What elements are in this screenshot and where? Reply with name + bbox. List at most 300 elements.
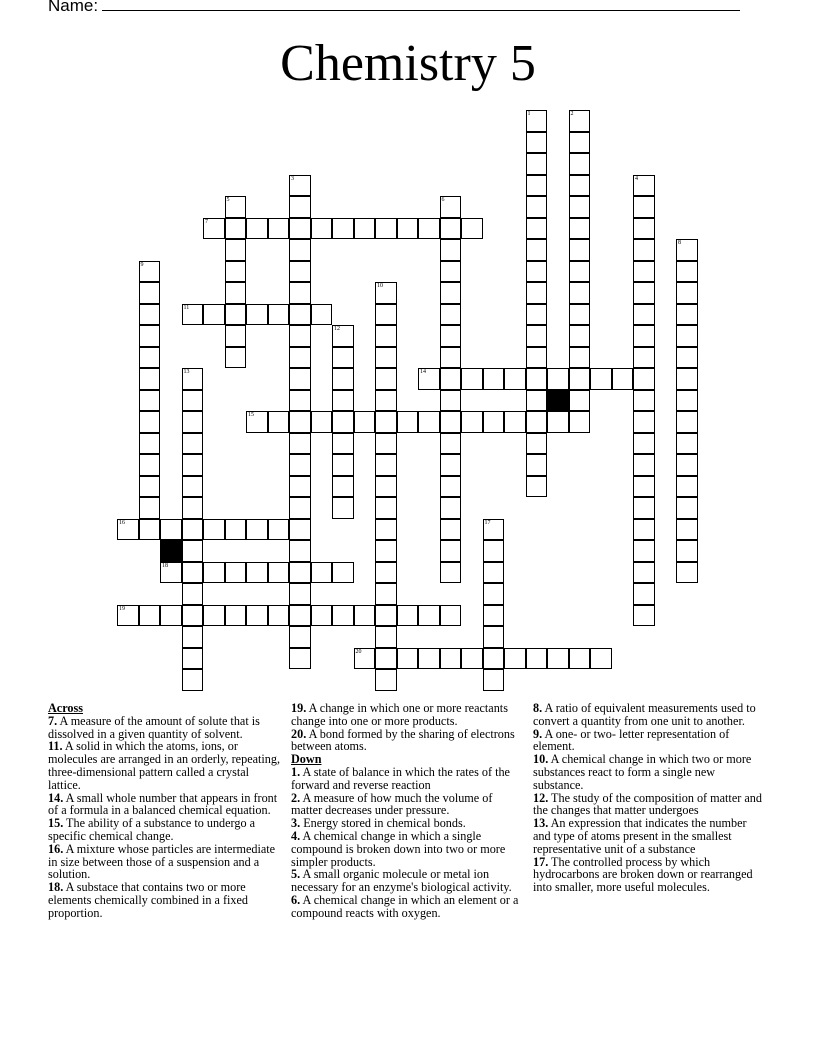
clue-label-number: 3. [291,816,301,831]
crossword-cell[interactable] [676,347,698,369]
crossword-cell[interactable] [569,325,591,347]
crossword-cell[interactable] [440,239,462,261]
crossword-cell[interactable] [289,476,311,498]
crossword-cell[interactable] [139,605,161,627]
crossword-cell[interactable] [547,368,569,390]
crossword-cell[interactable] [332,476,354,498]
page-title: Chemistry 5 [280,35,536,92]
crossword-cell[interactable] [268,411,290,433]
crossword-cell[interactable] [246,304,268,326]
across-header: Across [48,701,83,715]
crossword-cell[interactable] [160,562,182,584]
crossword-cell[interactable] [375,583,397,605]
crossword-cell[interactable] [203,304,225,326]
crossword-cell[interactable] [139,390,161,412]
across-clue [48,881,282,919]
crossword-cell[interactable] [676,476,698,498]
crossword-cell[interactable] [246,562,268,584]
crossword-cell[interactable] [311,562,333,584]
crossword-cell[interactable] [483,648,505,670]
crossword-cell[interactable] [225,239,247,261]
down-header: Down [291,752,322,767]
name-blank-line[interactable] [102,0,740,11]
crossword-cell[interactable] [246,605,268,627]
crossword-cell[interactable] [375,454,397,476]
clue-number: 6 [441,197,445,203]
crossword-cell[interactable] [139,433,161,455]
crossword-cell[interactable] [526,175,548,197]
crossword-cell[interactable] [289,605,311,627]
crossword-cell[interactable] [139,476,161,498]
crossword-cell[interactable] [182,669,204,691]
crossword-cell[interactable] [375,519,397,541]
crossword-cell[interactable] [139,368,161,390]
clue-label-number: 8. [533,701,543,715]
crossword-cell[interactable] [461,218,483,240]
crossword-cell[interactable] [440,282,462,304]
crossword-cell[interactable] [483,519,505,541]
crossword-cell[interactable] [375,540,397,562]
crossword-cell[interactable] [332,390,354,412]
crossword-cell[interactable] [289,239,311,261]
down-clue [291,830,525,868]
crossword-cell[interactable] [633,562,655,584]
crossword-cell[interactable] [375,626,397,648]
crossword-cell[interactable] [225,304,247,326]
crossword-cell[interactable] [440,540,462,562]
crossword-cell[interactable] [354,411,376,433]
down-clue [291,868,525,894]
crossword-cell[interactable] [182,304,204,326]
crossword-cell[interactable] [246,519,268,541]
crossword-cell[interactable] [440,218,462,240]
clue-text: A change in which one or more reactants change into one or more products. [291,701,508,728]
crossword-cell[interactable] [461,648,483,670]
crossword-cell[interactable] [526,261,548,283]
crossword-cell[interactable] [332,218,354,240]
crossword-cell[interactable] [139,325,161,347]
crossword-cell[interactable] [526,196,548,218]
crossword-cell[interactable] [375,476,397,498]
crossword-cell[interactable] [504,648,526,670]
crossword-cell[interactable] [633,497,655,519]
crossword-cell[interactable] [504,368,526,390]
crossword-cell[interactable] [203,218,225,240]
crossword-cell[interactable] [246,218,268,240]
crossword-cell[interactable] [289,282,311,304]
crossword-cell[interactable] [569,347,591,369]
crossword-cell[interactable] [483,605,505,627]
crossword-cell[interactable] [289,368,311,390]
crossword-cell[interactable] [461,411,483,433]
crossword-cell[interactable] [418,648,440,670]
crossword-cell[interactable] [526,648,548,670]
clue-number: 17 [484,519,491,526]
crossword-cell[interactable] [375,648,397,670]
crossword-cell[interactable] [569,648,591,670]
crossword-cell[interactable] [633,218,655,240]
crossword-cell[interactable] [483,368,505,390]
crossword-cell[interactable] [268,605,290,627]
crossword-cell[interactable] [633,282,655,304]
crossword-cell[interactable] [633,347,655,369]
crossword-cell[interactable] [289,648,311,670]
crossword-cell[interactable] [504,411,526,433]
crossword-cell[interactable] [526,476,548,498]
crossword-cell[interactable] [268,304,290,326]
clue-number: 20 [355,648,362,655]
crossword-cell[interactable] [375,390,397,412]
crossword-cell[interactable] [397,605,419,627]
crossword-cell[interactable] [676,368,698,390]
crossword-cell[interactable] [289,519,311,541]
crossword-cell[interactable] [569,110,591,132]
crossword-cell[interactable] [311,218,333,240]
crossword-cell[interactable] [139,347,161,369]
crossword-cell[interactable] [289,626,311,648]
crossword-cell[interactable] [354,648,376,670]
crossword-cell[interactable] [139,454,161,476]
crossword-cell[interactable] [225,325,247,347]
crossword-cell[interactable] [225,196,247,218]
crossword-cell[interactable] [182,648,204,670]
crossword-cell[interactable] [440,347,462,369]
crossword-cell[interactable] [397,218,419,240]
crossword-cell[interactable] [311,605,333,627]
crossword-cell[interactable] [160,605,182,627]
crossword-cell[interactable] [633,304,655,326]
crossword-cell[interactable] [375,497,397,519]
crossword-cell[interactable] [676,282,698,304]
crossword-cell[interactable] [633,411,655,433]
crossword-cell[interactable] [375,605,397,627]
crossword-cell[interactable] [139,261,161,283]
crossword-cell[interactable] [526,239,548,261]
crossword-cell[interactable] [633,261,655,283]
crossword-cell[interactable] [483,562,505,584]
crossword-cell[interactable] [633,433,655,455]
crossword-cell[interactable] [440,605,462,627]
crossword-cell[interactable] [418,411,440,433]
crossword-cell[interactable] [483,540,505,562]
crossword-cell[interactable] [289,325,311,347]
crossword-cell[interactable] [139,304,161,326]
crossword-cell[interactable] [332,497,354,519]
crossword-cell[interactable] [633,519,655,541]
crossword-cell[interactable] [182,497,204,519]
crossword-cell[interactable] [332,454,354,476]
crossword-cell[interactable] [182,519,204,541]
crossword-cell[interactable] [311,411,333,433]
clue-number: 14 [420,369,426,375]
crossword-cell[interactable] [440,562,462,584]
crossword-cell[interactable] [246,411,268,433]
crossword-cell[interactable] [332,605,354,627]
down-clue [533,702,767,728]
crossword-cell[interactable] [440,519,462,541]
crossword-cell[interactable] [289,304,311,326]
clue-number: 11 [183,304,190,311]
crossword-cell[interactable] [633,175,655,197]
crossword-cell[interactable] [526,411,548,433]
crossword-cell[interactable] [139,411,161,433]
crossword-cell[interactable] [633,605,655,627]
crossword-cell[interactable] [354,605,376,627]
clue-number: 13 [183,369,190,375]
clue-label-number: 6. [291,892,301,907]
crossword-cell[interactable] [225,261,247,283]
crossword-cell[interactable] [483,411,505,433]
crossword-cell[interactable] [676,497,698,519]
crossword-cell[interactable] [139,282,161,304]
crossword-cell[interactable] [289,218,311,240]
crossword-cell[interactable] [375,433,397,455]
crossword-cell[interactable] [268,218,290,240]
crossword-cell[interactable] [461,368,483,390]
crossword-cell[interactable] [676,519,698,541]
crossword-cell[interactable] [225,347,247,369]
clue-label-number: 16. [48,841,64,856]
crossword-cell[interactable] [332,433,354,455]
crossword-cell[interactable] [375,368,397,390]
crossword-cell[interactable] [633,454,655,476]
crossword-cell[interactable] [268,519,290,541]
crossword-cell[interactable] [569,261,591,283]
crossword-cell[interactable] [332,368,354,390]
crossword-cell[interactable] [676,433,698,455]
clue-text: The ability of a substance to undergo a specific chemical change. [48,816,256,843]
black-square [160,540,182,562]
down-clue [291,894,525,920]
crossword-cell[interactable] [182,390,204,412]
crossword-cell[interactable] [182,368,204,390]
crossword-cell[interactable] [375,304,397,326]
crossword-cell[interactable] [182,605,204,627]
down-clue [533,856,767,894]
crossword-cell[interactable] [569,153,591,175]
crossword-cell[interactable] [182,433,204,455]
crossword-cell[interactable] [418,605,440,627]
clue-text: A ratio of equivalent measurements used to convert a quantity from one unit to another. [533,701,756,728]
crossword-cell[interactable] [289,411,311,433]
crossword-cell[interactable] [332,325,354,347]
crossword-cell[interactable] [289,562,311,584]
crossword-cell[interactable] [182,626,204,648]
crossword-cell[interactable] [547,411,569,433]
clue-number: 9 [140,261,144,268]
crossword-cell[interactable] [569,390,591,412]
clue-text: A small organic molecule or metal ion necessary for an enzyme's biological activity. [291,867,512,895]
crossword-cell[interactable] [117,519,139,541]
crossword-cell[interactable] [526,390,548,412]
clue-number: 1 [527,111,531,117]
crossword-cell[interactable] [569,368,591,390]
crossword-cell[interactable] [225,562,247,584]
crossword-cell[interactable] [440,497,462,519]
crossword-cell[interactable] [526,153,548,175]
crossword-cell[interactable] [418,368,440,390]
crossword-cell[interactable] [440,325,462,347]
crossword-cell[interactable] [676,562,698,584]
crossword-cell[interactable] [268,562,290,584]
crossword-cell[interactable] [440,411,462,433]
clues-column-2 [291,702,525,920]
crossword-cell[interactable] [160,519,182,541]
crossword-cell[interactable] [289,347,311,369]
crossword-cell[interactable] [289,583,311,605]
crossword-cell[interactable] [375,282,397,304]
crossword-cell[interactable] [289,454,311,476]
crossword-cell[interactable] [289,175,311,197]
crossword-cell[interactable] [375,347,397,369]
crossword-cell[interactable] [440,390,462,412]
crossword-cell[interactable] [375,669,397,691]
clue-text: A bond formed by the sharing of electrons between atoms. [291,726,515,754]
crossword-cell[interactable] [225,519,247,541]
crossword-cell[interactable] [612,368,634,390]
crossword-cell[interactable] [139,497,161,519]
crossword-cell[interactable] [676,390,698,412]
clue-number: 2 [570,111,574,117]
crossword-cell[interactable] [332,347,354,369]
crossword-cell[interactable] [440,196,462,218]
crossword-cell[interactable] [182,540,204,562]
crossword-cell[interactable] [526,282,548,304]
crossword-cell[interactable] [440,476,462,498]
crossword-cell[interactable] [569,239,591,261]
crossword-cell[interactable] [633,583,655,605]
crossword-cell[interactable] [440,433,462,455]
crossword-cell[interactable] [676,325,698,347]
crossword-cell[interactable] [289,261,311,283]
clue-label-number: 12. [533,790,549,805]
crossword-cell[interactable] [182,583,204,605]
crossword-cell[interactable] [676,454,698,476]
crossword-cell[interactable] [332,411,354,433]
crossword-cell[interactable] [633,368,655,390]
crossword-cell[interactable] [483,669,505,691]
crossword-cell[interactable] [676,304,698,326]
crossword-cell[interactable] [633,239,655,261]
crossword-cell[interactable] [440,648,462,670]
crossword-cell[interactable] [375,325,397,347]
crossword-cell[interactable] [139,519,161,541]
crossword-cell[interactable] [526,304,548,326]
black-square [547,390,569,412]
crossword-cell[interactable] [289,433,311,455]
crossword-cell[interactable] [483,626,505,648]
crossword-cell[interactable] [633,540,655,562]
crossword-cell[interactable] [547,648,569,670]
clue-number: 15 [248,412,254,418]
crossword-cell[interactable] [182,562,204,584]
crossword-cell[interactable] [569,196,591,218]
crossword-cell[interactable] [676,411,698,433]
crossword-cell[interactable] [633,196,655,218]
clue-label-number: 4. [291,828,301,843]
crossword-cell[interactable] [569,411,591,433]
crossword-cell[interactable] [397,411,419,433]
clue-label-number: 5. [291,867,301,882]
crossword-cell[interactable] [633,476,655,498]
crossword-cell[interactable] [203,605,225,627]
crossword-cell[interactable] [526,110,548,132]
crossword-cell[interactable] [526,347,548,369]
crossword-cell[interactable] [289,390,311,412]
clue-label-number: 19. [291,701,307,715]
crossword-cell[interactable] [526,218,548,240]
crossword-cell[interactable] [676,540,698,562]
crossword-cell[interactable] [182,476,204,498]
crossword-cell[interactable] [440,454,462,476]
crossword-cell[interactable] [569,282,591,304]
crossword-cell[interactable] [590,648,612,670]
crossword-cell[interactable] [676,261,698,283]
crossword-cell[interactable] [225,218,247,240]
crossword-cell[interactable] [182,454,204,476]
crossword-cell[interactable] [225,282,247,304]
across-clue [48,817,282,843]
across-clue [291,702,525,728]
crossword-cell[interactable] [418,218,440,240]
clue-label-number: 13. [533,816,549,831]
crossword-cell[interactable] [354,218,376,240]
crossword-cell[interactable] [569,175,591,197]
clue-text: An expression that indicates the number and type of atoms present in the smallest representative unit of a substance [533,816,747,856]
crossword-cell[interactable] [440,304,462,326]
crossword-cell[interactable] [633,390,655,412]
across-clue [48,792,282,818]
crossword-cell[interactable] [375,562,397,584]
clues-column-3 [533,702,767,894]
crossword-cell[interactable] [397,648,419,670]
crossword-cell[interactable] [375,218,397,240]
crossword-cell[interactable] [526,433,548,455]
crossword-cell[interactable] [569,304,591,326]
crossword-cell[interactable] [332,562,354,584]
crossword-cell[interactable] [311,304,333,326]
clue-number: 19 [119,605,125,612]
crossword-cell[interactable] [569,132,591,154]
crossword-cell[interactable] [203,562,225,584]
clue-label-number: 7. [48,713,58,728]
clue-label-number: 20. [291,726,307,741]
down-clue [533,728,767,754]
crossword-cell[interactable] [289,196,311,218]
crossword-cell[interactable] [526,325,548,347]
crossword-cell[interactable] [289,540,311,562]
crossword-cell[interactable] [225,605,247,627]
crossword-cell[interactable] [676,239,698,261]
crossword-cell[interactable] [526,454,548,476]
crossword-cell[interactable] [117,605,139,627]
crossword-cell[interactable] [526,132,548,154]
crossword-cell[interactable] [440,368,462,390]
crossword-cell[interactable] [440,261,462,283]
crossword-cell[interactable] [590,368,612,390]
clue-label-number: 18. [48,880,64,895]
crossword-cell[interactable] [182,411,204,433]
crossword-cell[interactable] [569,218,591,240]
crossword-cell[interactable] [203,519,225,541]
across-clue [48,843,282,881]
crossword-cell[interactable] [289,497,311,519]
crossword-cell[interactable] [483,583,505,605]
crossword-cell[interactable] [526,368,548,390]
crossword-cell[interactable] [633,325,655,347]
clue-text: A solid in which the atoms, ions, or molecules are arranged in an orderly, repeating, three-dimensional pattern called a crystal lattice. [48,739,281,792]
crossword-cell[interactable] [375,411,397,433]
